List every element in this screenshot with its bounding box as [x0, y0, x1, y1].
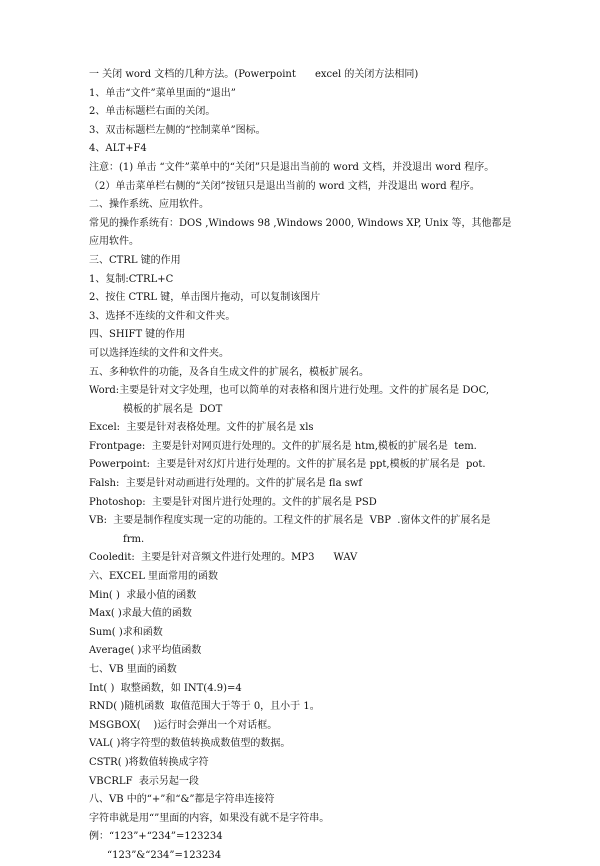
function-entry: MSGBOX( )运行时会弹出一个对话框。	[89, 719, 278, 731]
function-entry: CSTR( )将数值转换成字符	[89, 756, 209, 768]
heading-software-extensions: 五、多种软件的功能，及各自生成文件的扩展名，模板扩展名。	[89, 366, 369, 378]
software-entry: Powerpoint: 主要是针对幻灯片进行处理的。文件的扩展名是 ppt,模板的扩展名是 pot.	[89, 459, 486, 471]
heading-excel-functions: 六、EXCEL 里面常用的函数	[89, 571, 219, 583]
list-item: 2、单击标题栏右面的关闭。	[89, 106, 216, 118]
function-entry: Int( ) 取整函数，如 INT(4.9)=4	[89, 682, 242, 694]
list-item: 3、选择不连续的文件和文件夹。	[89, 310, 236, 322]
software-entry: Photoshop: 主要是针对图片进行处理的。文件的扩展名是 PSD	[89, 496, 377, 508]
list-item: 4、ALT+F4	[89, 143, 147, 155]
paragraph: 可以选择连续的文件和文件夹。	[89, 347, 229, 359]
software-entry: Frontpage: 主要是针对网页进行处理的。文件的扩展名是 htm,模板的扩展名是 tem.	[89, 440, 477, 452]
list-item: 1、单击“文件”菜单里面的“退出”	[89, 87, 236, 99]
software-entry: Cooledit: 主要是针对音频文件进行处理的。MP3 WAV	[89, 552, 358, 564]
heading-string-concat: 八、VB 中的“+”和“&”都是字符串连接符	[89, 794, 275, 806]
note-paragraph: 注意：(1) 单击 “文件”菜单中的“关闭”只是退出当前的 word 文档，并没退出 word 程序。	[89, 161, 495, 173]
example-line: “123”&“234”=123234	[107, 849, 222, 861]
function-entry: RND( )随机函数 取值范围大于等于 0，且小于 1。	[89, 701, 320, 713]
software-entry-continued: frm.	[123, 533, 145, 545]
software-entry: VB: 主要是制作程度实现一定的功能的。工程文件的扩展名是 VBP .窗体文件的扩展名是	[89, 515, 491, 527]
paragraph: 字符串就是用“”里面的内容，如果没有就不是字符串。	[89, 812, 330, 824]
document-page	[89, 66, 519, 866]
list-item: 2、按住 CTRL 键，单击图片拖动，可以复制该图片	[89, 292, 321, 304]
heading-ctrl-key: 三、CTRL 键的作用	[89, 254, 181, 266]
heading-vb-functions: 七、VB 里面的函数	[89, 664, 177, 675]
example-line: 例：“123”+“234”=123234	[89, 831, 223, 843]
function-entry: Max( )求最大值的函数	[89, 608, 192, 620]
software-entry-continued: 模板的扩展名是 DOT	[123, 403, 223, 415]
function-entry: VBCRLF 表示另起一段	[89, 775, 199, 787]
list-item: 3、双击标题栏左侧的“控制菜单”图标。	[89, 124, 266, 136]
note-paragraph: （2）单击菜单栏右侧的“关闭”按钮只是退出当前的 word 文档，并没退出 word 程序。	[89, 180, 480, 192]
function-entry: Sum( )求和函数	[89, 626, 163, 638]
software-entry: Word:主要是针对文字处理，也可以简单的对表格和图片进行处理。文件的扩展名是 DOC,	[89, 385, 490, 397]
software-entry: Excel: 主要是针对表格处理。文件的扩展名是 xls	[89, 422, 314, 434]
list-item: 1、复制:CTRL+C	[89, 273, 174, 285]
function-entry: Min( ) 求最小值的函数	[89, 589, 197, 601]
heading-os-software: 二、操作系统、应用软件。	[89, 199, 209, 211]
software-entry: Falsh: 主要是针对动画进行处理的。文件的扩展名是 fla swf	[89, 478, 363, 490]
heading-shift-key: 四、SHIFT 键的作用	[89, 329, 186, 341]
heading-close-word: 一 关闭 word 文档的几种方法。(Powerpoint excel 的关闭方法相同)	[89, 69, 419, 80]
function-entry: Average( )求平均值函数	[89, 645, 202, 657]
function-entry: VAL( )将字符型的数值转换成数值型的数据。	[89, 738, 291, 750]
paragraph: 常见的操作系统有：DOS ,Windows 98 ,Windows 2000, Windows XP, Unix 等，其他都是应用软件。	[89, 217, 512, 248]
